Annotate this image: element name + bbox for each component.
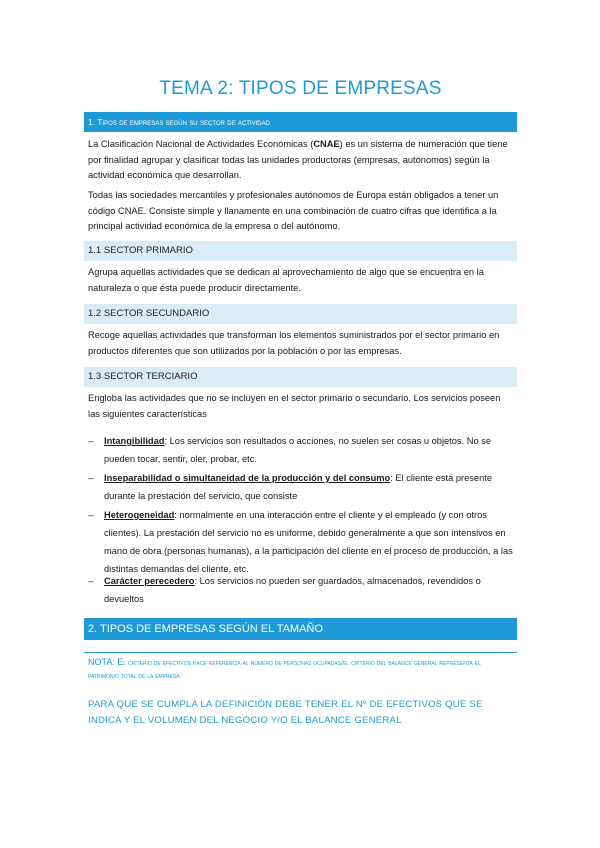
note-text: l criterio de efectivos hace referencia al número de personas ocupadas/el criterio del balance general representa el patrimonio total de la empresa [88, 660, 481, 680]
cnae-bold: CNAE [313, 139, 340, 149]
sector-secundario-heading: 1.2 SECTOR SECUNDARIO [84, 304, 517, 324]
list-item-term: Inseparabilidad o simultaneidad de la producción y del consumo [104, 473, 391, 483]
dash-icon: – [88, 436, 94, 446]
list-item [88, 506, 516, 578]
sector-primario-text: Agrupa aquellas actividades que se dedican al aprovechamiento de algo que se encuentra en la naturaleza o que ésta puede producir directamente. [88, 267, 484, 293]
cnae-text-b: ) es un sistema de numeración que tiene por finalidad agrupar y clasificar todas las unidades productoras (empresas, autónomos) según la actividad económica que desarrollan. [88, 139, 508, 180]
dash-icon: – [88, 473, 94, 483]
list-item-text: : Los servicios no pueden ser guardados, almacenados, revendidos o devueltos [104, 576, 481, 604]
dash-icon: – [88, 576, 94, 586]
cnae-obligation-paragraph: Todas las sociedades mercantiles y profesionales autónomos de Europa están obligados a tener un código CNAE. Consiste simple y llanamente en una combinación de cuatro cifras que identifica a la principal actividad económica de la empresa o del autónomo. [88, 190, 499, 231]
cnae-text-a: La Clasificación Nacional de Actividades Económicas ( [88, 139, 314, 149]
list-item-term: Intangibilidad [104, 436, 165, 446]
list-item [88, 469, 516, 505]
sector-primario-heading: 1.1 SECTOR PRIMARIO [84, 241, 517, 261]
list-item [88, 572, 516, 608]
section-2-heading: 2. TIPOS DE EMPRESAS SEGÚN EL TAMAÑO [84, 618, 517, 640]
cnae-paragraph [88, 137, 513, 184]
note-paragraph [88, 656, 513, 683]
section-1-heading: 1. Tipos de empresas según su sector de actividad [84, 112, 517, 132]
sector-terciario-heading: 1.3 SECTOR TERCIARIO [84, 367, 517, 387]
dash-icon: – [88, 510, 94, 520]
page-title: TEMA 2: TIPOS DE EMPRESAS [159, 78, 442, 99]
note-lead: NOTA: E [88, 657, 124, 667]
definition-note: PARA QUE SE CUMPLA LA DEFINICIÓN DEBE TENER EL Nº DE EFECTIVOS QUE SE INDICA Y EL VOLUMEN DEL NEGOCIO Y/O EL BALANCE GENERAL [88, 699, 483, 726]
sector-secundario-text: Recoge aquellas actividades que transforman los elementos suministrados por el sector primario en productos diferentes que son utilizados por la población o por las empresas. [88, 330, 500, 356]
list-item-text: : El cliente está presente durante la prestación del servicio, que consiste [104, 473, 493, 501]
list-item-term: Heterogeneidad [104, 510, 175, 520]
list-item [88, 432, 516, 468]
sector-terciario-text: Engloba las actividades que no se incluyen en el sector primario o secundario. Los servicios poseen las siguientes características [88, 393, 501, 419]
divider [84, 652, 517, 653]
list-item-text: : normalmente en una interacción entre el cliente y el empleado (y con otros clientes). La prestación del servicio no es uniforme, debido generalmente a que son intensivos en mano de obra (personas humanas), a la participación del cliente en el proceso de producción, a las distintas demandas del cliente, etc. [104, 510, 513, 574]
list-item-term: Carácter perecedero [104, 576, 195, 586]
list-item-text: : Los servicios son resultados o acciones, no suelen ser cosas u objetos. No se pueden tocar, sentir, oler, probar, etc. [104, 436, 492, 464]
